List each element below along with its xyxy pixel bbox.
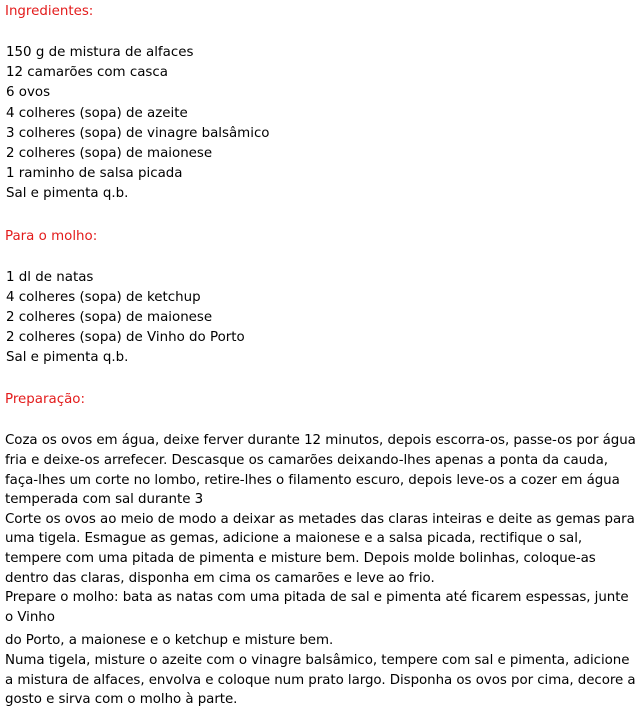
ingredients-list [5, 43, 639, 205]
spacer [5, 410, 639, 431]
ingredient-item: 150 g de mistura de alfaces [6, 45, 194, 60]
preparation-paragraph: do Porto, a maionese e o ketchup e misture bem. [5, 633, 334, 649]
spacer [5, 22, 639, 43]
sauce-item: 2 colheres (sopa) de Vinho do Porto [6, 330, 245, 346]
sauce-item: 2 colheres (sopa) de maionese [6, 309, 213, 325]
recipe-document [5, 0, 639, 710]
ingredient-item: 3 colheres (sopa) de vinagre balsâmico [6, 125, 270, 141]
preparation-heading: Preparação: [5, 392, 85, 408]
ingredient-item: Sal e pimenta q.b. [6, 186, 129, 202]
preparation-paragraph: Numa tigela, misture o azeite com o vinagre balsâmico, tempere com sal e pimenta, adicione a mistura de alfaces, envolva e coloque num prato largo. Disponha os ovos por cima, decore a gosto e sirva com o molho à parte. [5, 652, 636, 708]
spacer [5, 247, 639, 268]
spacer [5, 205, 639, 225]
ingredients-heading: Ingredientes: [5, 4, 94, 19]
ingredient-item: 2 colheres (sopa) de maionese [6, 145, 213, 161]
sauce-item: 1 dl de natas [6, 269, 94, 285]
sauce-heading: Para o molho: [5, 228, 98, 244]
preparation-paragraph: Prepare o molho: bata as natas com uma pitada de sal e pimenta até ficarem espessas, junte o Vinho [5, 590, 629, 625]
sauce-list [5, 268, 639, 369]
ingredient-item: 1 raminho de salsa picada [6, 166, 183, 182]
sauce-item: Sal e pimenta q.b. [6, 350, 129, 366]
ingredient-item: 12 camarões com casca [6, 65, 168, 81]
preparation-paragraph: Corte os ovos ao meio de modo a deixar as metades das claras inteiras e deite as gemas para uma tigela. Esmague as gemas, adicione a maionese e a salsa picada, rectifique o sal, tempere com uma pitada de pimenta e misture bem. Depois molde bolinhas, coloque-as dentro das claras, disponha em cima os camarões e leve ao frio. [5, 511, 635, 586]
spacer [5, 368, 639, 388]
sauce-item: 4 colheres (sopa) de ketchup [6, 289, 201, 305]
ingredient-item: 6 ovos [6, 85, 51, 101]
ingredient-item: 4 colheres (sopa) de azeite [6, 105, 188, 121]
preparation-paragraph: Coza os ovos em água, deixe ferver durante 12 minutos, depois escorra-os, passe-os por água fria e deixe-os arrefecer. Descasque os camarões deixando-lhes apenas a ponta da cauda, faça-lhes um corte no lombo, retire-lhes o filamento escuro, depois leve-os a cozer em água temperada com sal durante 3 [5, 433, 636, 508]
